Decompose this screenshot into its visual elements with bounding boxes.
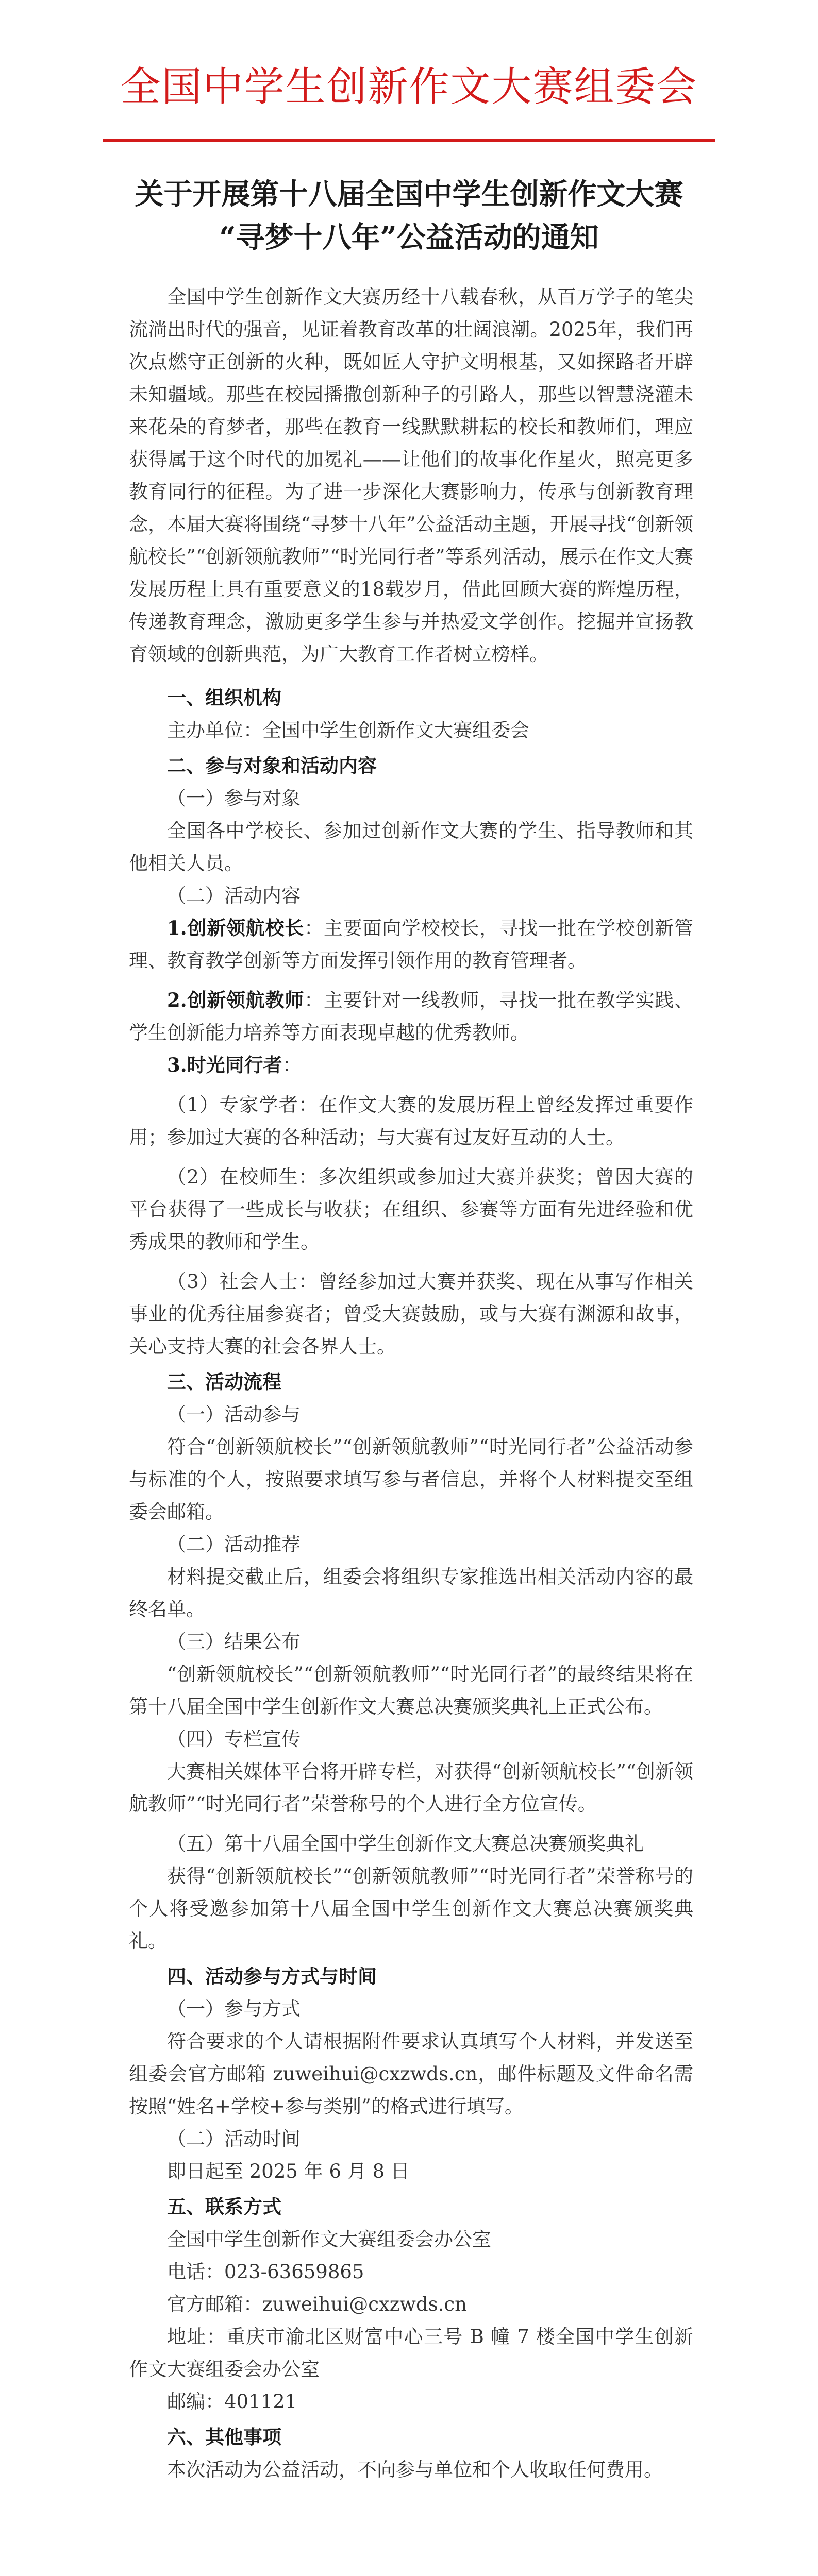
contact-phone: 电话：023-63659865	[167, 2261, 364, 2283]
activity-item-3-students: （2）在校师生：多次组织或参加过大赛并获奖；曾因大赛的平台获得了一些成长与收获；在组织、参赛等方面有先进经验和优秀成果的教师和学生。	[129, 1166, 693, 1253]
activity-item-3-label: 3.时光同行者	[167, 1054, 282, 1076]
award-ceremony-text: 获得“创新领航校长”“创新领航教师”“时光同行者”荣誉称号的个人将受邀参加第十八届全国中学生创新作文大赛总决赛颁奖典礼。	[129, 1865, 693, 1952]
activity-item-3-colon: ：	[282, 1054, 302, 1076]
subheading-publicity: （四）专栏宣传	[167, 1728, 301, 1750]
method-text: 符合要求的个人请根据附件要求认真填写个人材料，并发送至组委会官方邮箱 zuweihui@cxzwds.cn，邮件标题及文件命名需按照“姓名+学校+参与类别”的格式进行填写。	[129, 2030, 693, 2117]
section-heading-process: 三、活动流程	[167, 1371, 281, 1393]
activity-item-3-experts: （1）专家学者：在作文大赛的发展历程上曾经发挥过重要作用；参加过大赛的各种活动；与大赛有过友好互动的人士。	[129, 1094, 693, 1148]
participants-text: 全国各中学校长、参加过创新作文大赛的学生、指导教师和其他相关人员。	[129, 820, 693, 874]
activity-item-3	[129, 1049, 693, 1081]
time-text: 即日起至 2025 年 6 月 8 日	[167, 2160, 410, 2182]
contact-address: 地址：重庆市渝北区财富中心三号 B 幢 7 楼全国中学生创新作文大赛组委会办公室	[129, 2326, 693, 2380]
subheading-recommendation: （二）活动推荐	[167, 1533, 301, 1555]
activity-item-2	[129, 984, 693, 1049]
section-heading-method-time: 四、活动参与方式与时间	[167, 1965, 377, 1988]
document-body	[129, 281, 693, 2486]
subheading-time: （二）活动时间	[167, 2128, 301, 2150]
other-matters-text: 本次活动为公益活动，不向参与单位和个人收取任何费用。	[167, 2459, 663, 2481]
activity-item-3-public: （3）社会人士：曾经参加过大赛并获奖、现在从事写作相关事业的优秀往届参赛者；曾受大赛鼓励，或与大赛有渊源和故事，关心支持大赛的社会各界人士。	[129, 1270, 693, 1358]
publicity-text: 大赛相关媒体平台将开辟专栏，对获得“创新领航校长”“创新领航教师”“时光同行者”荣誉称号的个人进行全方位宣传。	[129, 1760, 693, 1815]
section-heading-participants: 二、参与对象和活动内容	[167, 755, 377, 777]
subheading-participants: （一）参与对象	[167, 787, 301, 809]
subheading-method: （一）参与方式	[167, 1998, 301, 2020]
contact-office: 全国中学生创新作文大赛组委会办公室	[167, 2228, 491, 2250]
activity-item-1-label: 1.创新领航校长	[167, 917, 305, 939]
document-title	[0, 173, 818, 259]
subheading-activity-content: （二）活动内容	[167, 885, 301, 907]
contact-postcode: 邮编：401121	[167, 2391, 297, 2413]
document-header	[0, 0, 818, 155]
activity-item-1	[129, 912, 693, 977]
recommendation-text: 材料提交截止后，组委会将组织专家推选出相关活动内容的最终名单。	[129, 1566, 693, 1620]
section-heading-contact: 五、联系方式	[167, 2196, 281, 2218]
org-letterhead-title: 全国中学生创新作文大赛组委会	[120, 64, 698, 110]
subheading-participation: （一）活动参与	[167, 1403, 301, 1426]
participation-text: 符合“创新领航校长”“创新领航教师”“时光同行者”公益活动参与标准的个人，按照要求填写参与者信息，并将个人材料提交至组委会邮箱。	[129, 1436, 693, 1523]
activity-item-2-text: ：主要针对一线教师，寻找一批在教学实践、学生创新能力培养等方面表现卓越的优秀教师。	[129, 989, 693, 1044]
activity-item-2-label: 2.创新领航教师	[167, 989, 305, 1011]
section-heading-organization: 一、组织机构	[167, 687, 281, 709]
subheading-results: （三）结果公布	[167, 1631, 301, 1653]
intro-paragraph: 全国中学生创新作文大赛历经十八载春秋，从百万学子的笔尖流淌出时代的强音，见证着教育改革的壮阔浪潮。2025年，我们再次点燃守正创新的火种，既如匠人守护文明根基，又如探路者开辟未知疆域。那些在校园播撒创新种子的引路人，那些以智慧浇灌未来花朵的育梦者，那些在教育一线默默耕耘的校长和教师们，理应获得属于这个时代的加冕礼——让他们的故事化作星火，照亮更多教育同行的征程。为了进一步深化大赛影响力，传承与创新教育理念，本届大赛将围绕“寻梦十八年”公益活动主题，开展寻找“创新领航校长”“创新领航教师”“时光同行者”等系列活动，展示在作文大赛发展历程上具有重要意义的18载岁月，借此回顾大赛的辉煌历程，传递教育理念，激励更多学生参与并热爱文学创作。挖掘并宣扬教育领域的创新典范，为广大教育工作者树立榜样。	[129, 286, 693, 665]
results-text: “创新领航校长”“创新领航教师”“时光同行者”的最终结果将在第十八届全国中学生创新作文大赛总决赛颁奖典礼上正式公布。	[129, 1663, 693, 1718]
section-heading-other: 六、其他事项	[167, 2426, 281, 2448]
organizer-text: 主办单位：全国中学生创新作文大赛组委会	[167, 719, 529, 741]
document-title-line-2: “寻梦十八年”公益活动的通知	[219, 221, 599, 255]
document-title-line-1: 关于开展第十八届全国中学生创新作文大赛	[135, 177, 683, 211]
contact-email: 官方邮箱：zuweihui@cxzwds.cn	[167, 2293, 467, 2315]
activity-item-1-text: ：主要面向学校校长，寻找一批在学校创新管理、教育教学创新等方面发挥引领作用的教育管理者。	[129, 917, 693, 972]
letterhead-red-divider	[103, 139, 715, 142]
subheading-award-ceremony: （五）第十八届全国中学生创新作文大赛总决赛颁奖典礼	[167, 1833, 644, 1855]
